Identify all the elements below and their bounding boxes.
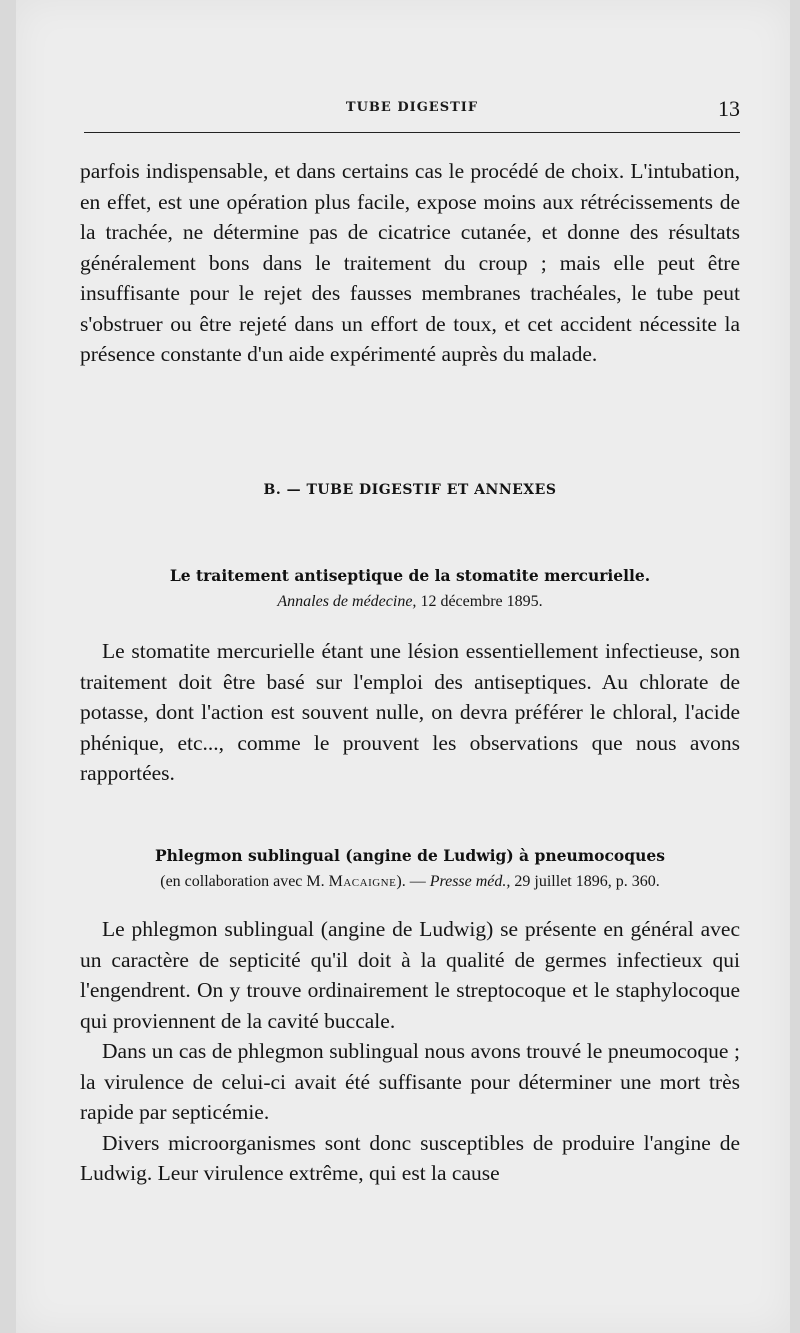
running-title: TUBE DIGESTIF bbox=[345, 100, 479, 115]
article-paragraph-stomatite: Le stomatite mercurielle étant une lésion essentiellement infectieuse, son traitement doit être basé sur l'emploi des antiseptiques. Au chlorate de potasse, dont l'action est souvent nulle, on devra préférer le chloral, l'acide phénique, etc..., comme le prouvent les observations que nous avons rapportées. bbox=[80, 639, 740, 785]
section-title: B. — TUBE DIGESTIF ET ANNEXES bbox=[263, 482, 557, 498]
citation-collab-name: Macaigne bbox=[328, 873, 397, 890]
citation-journal: Annales de médecine, bbox=[277, 593, 417, 610]
citation-journal: Presse méd., bbox=[429, 873, 511, 890]
header-rule bbox=[84, 132, 740, 133]
article-citation-stomatite bbox=[80, 593, 740, 611]
body-paragraph: Dans un cas de phlegmon sublingual nous avons trouvé le pneumocoque ; la virulence de celui-ci avait été suffisante pour déterminer une mort très rapide par septicémie. bbox=[80, 1039, 740, 1124]
citation-date: 29 juillet 1896, p. 360. bbox=[514, 873, 660, 890]
article-title-phlegmon: Phlegmon sublingual (angine de Ludwig) à pneumocoques bbox=[155, 846, 665, 865]
body-paragraph: Divers microorganismes sont donc susceptibles de produire l'angine de Ludwig. Leur virulence extrême, qui est la cause bbox=[80, 1130, 740, 1185]
citation-date: 12 décembre 1895. bbox=[420, 593, 543, 610]
running-head bbox=[84, 96, 740, 124]
citation-collab-suffix: ). — bbox=[396, 873, 426, 890]
body-paragraph: Le phlegmon sublingual (angine de Ludwig) se présente en général avec un caractère de septicité qu'il doit à la qualité de germes infectieux qui l'engendrent. On y trouve ordinairement le streptocoque et le staphylocoque qui proviennent de la cavité buccale. bbox=[80, 917, 740, 1033]
article-title-stomatite: Le traitement antiseptique de la stomatite mercurielle. bbox=[169, 566, 651, 585]
article-citation-phlegmon bbox=[80, 873, 740, 891]
article-body-phlegmon bbox=[80, 914, 740, 1189]
citation-collab-prefix: (en collaboration avec M. bbox=[160, 873, 325, 890]
page-number: 13 bbox=[718, 96, 740, 121]
intro-paragraph: parfois indispensable, et dans certains cas le procédé de choix. L'intubation, en effet, est une opération plus facile, expose moins aux rétrécissements de la trachée, ne détermine pas de cicatrice cutanée, et donne des résultats généralement bons dans le traitement du croup ; mais elle peut être insuffisante pour le rejet des fausses membranes trachéales, le tube peut s'obstruer ou être rejeté dans un effort de toux, et cet accident nécessite la présence constante d'un aide expérimenté auprès du malade. bbox=[80, 159, 740, 366]
